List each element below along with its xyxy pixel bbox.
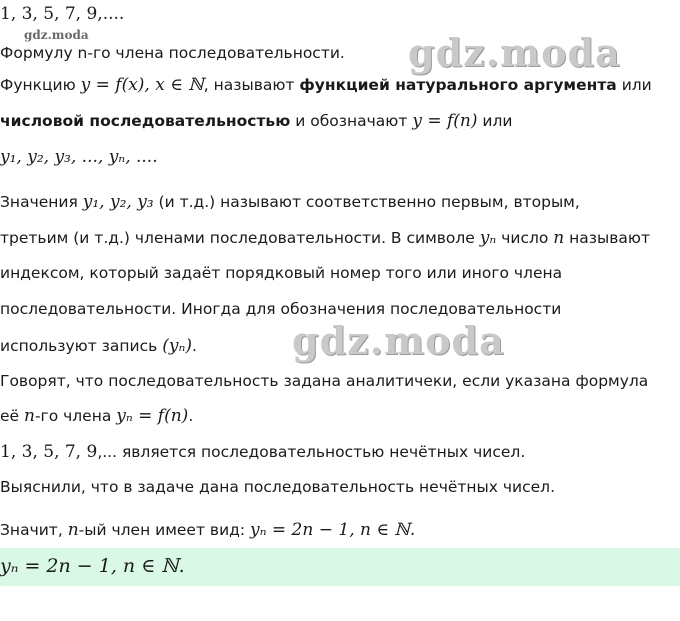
answer-formula: yₙ = 2n − 1, n ∈ ℕ. bbox=[0, 555, 185, 577]
paragraph-terms-line4: последовательности. Иногда для обозначения последовательности bbox=[0, 300, 562, 318]
paragraph-definition-line1: Функцию y = f(x), x ∈ ℕ, называют функцией натурального аргумента или bbox=[0, 75, 652, 95]
paragraph-analytic-line2: её n-го члена yₙ = f(n). bbox=[0, 406, 194, 426]
paragraph-terms-line5: используют запись (yₙ). bbox=[0, 336, 197, 356]
paragraph-nth-term: Значит, n-ый член имеет вид: yₙ = 2n − 1, n ∈ ℕ. bbox=[0, 520, 416, 540]
formula-y-fn: y = f(n) bbox=[412, 111, 478, 131]
paragraph-conclusion: Выяснили, что в задаче дана последовательность нечётных чисел. bbox=[0, 478, 556, 496]
formula-y-fx: y = f(x), x ∈ ℕ bbox=[80, 75, 204, 95]
watermark-logo-top: gdz.moda bbox=[408, 30, 621, 75]
watermark-logo-middle: gdz.moda bbox=[292, 318, 505, 363]
paragraph-odd-numbers: 1, 3, 5, 7, 9,... является последовательностью нечётных чисел. bbox=[0, 442, 526, 462]
term-numeric-sequence: числовой последовательностью bbox=[0, 112, 291, 130]
sequence-header: 1, 3, 5, 7, 9,.... bbox=[0, 4, 125, 24]
watermark-small: gdz.moda bbox=[24, 28, 89, 42]
paragraph-definition-line2: числовой последовательностью и обозначают y = f(n) или bbox=[0, 111, 513, 131]
term-natural-argument-function: функцией натурального аргумента bbox=[299, 76, 617, 94]
paragraph-terms-line3: индексом, который задаёт порядковый номер того или иного члена bbox=[0, 264, 563, 282]
paragraph-analytic-line1: Говорят, что последовательность задана аналитичеки, если указана формула bbox=[0, 372, 649, 390]
paragraph-terms-line1: Значения y₁, y₂, y₃ (и т.д.) называют соответственно первым, вторым, bbox=[0, 192, 580, 212]
paragraph-formula-intro: Формулу n-го члена последовательности. bbox=[0, 44, 345, 62]
formula-sequence-terms: y₁, y₂, y₃, ..., yₙ, .... bbox=[0, 147, 158, 167]
answer-box bbox=[0, 548, 680, 586]
paragraph-terms-line2: третьим (и т.д.) членами последовательности. В символе yₙ число n называют bbox=[0, 228, 650, 248]
